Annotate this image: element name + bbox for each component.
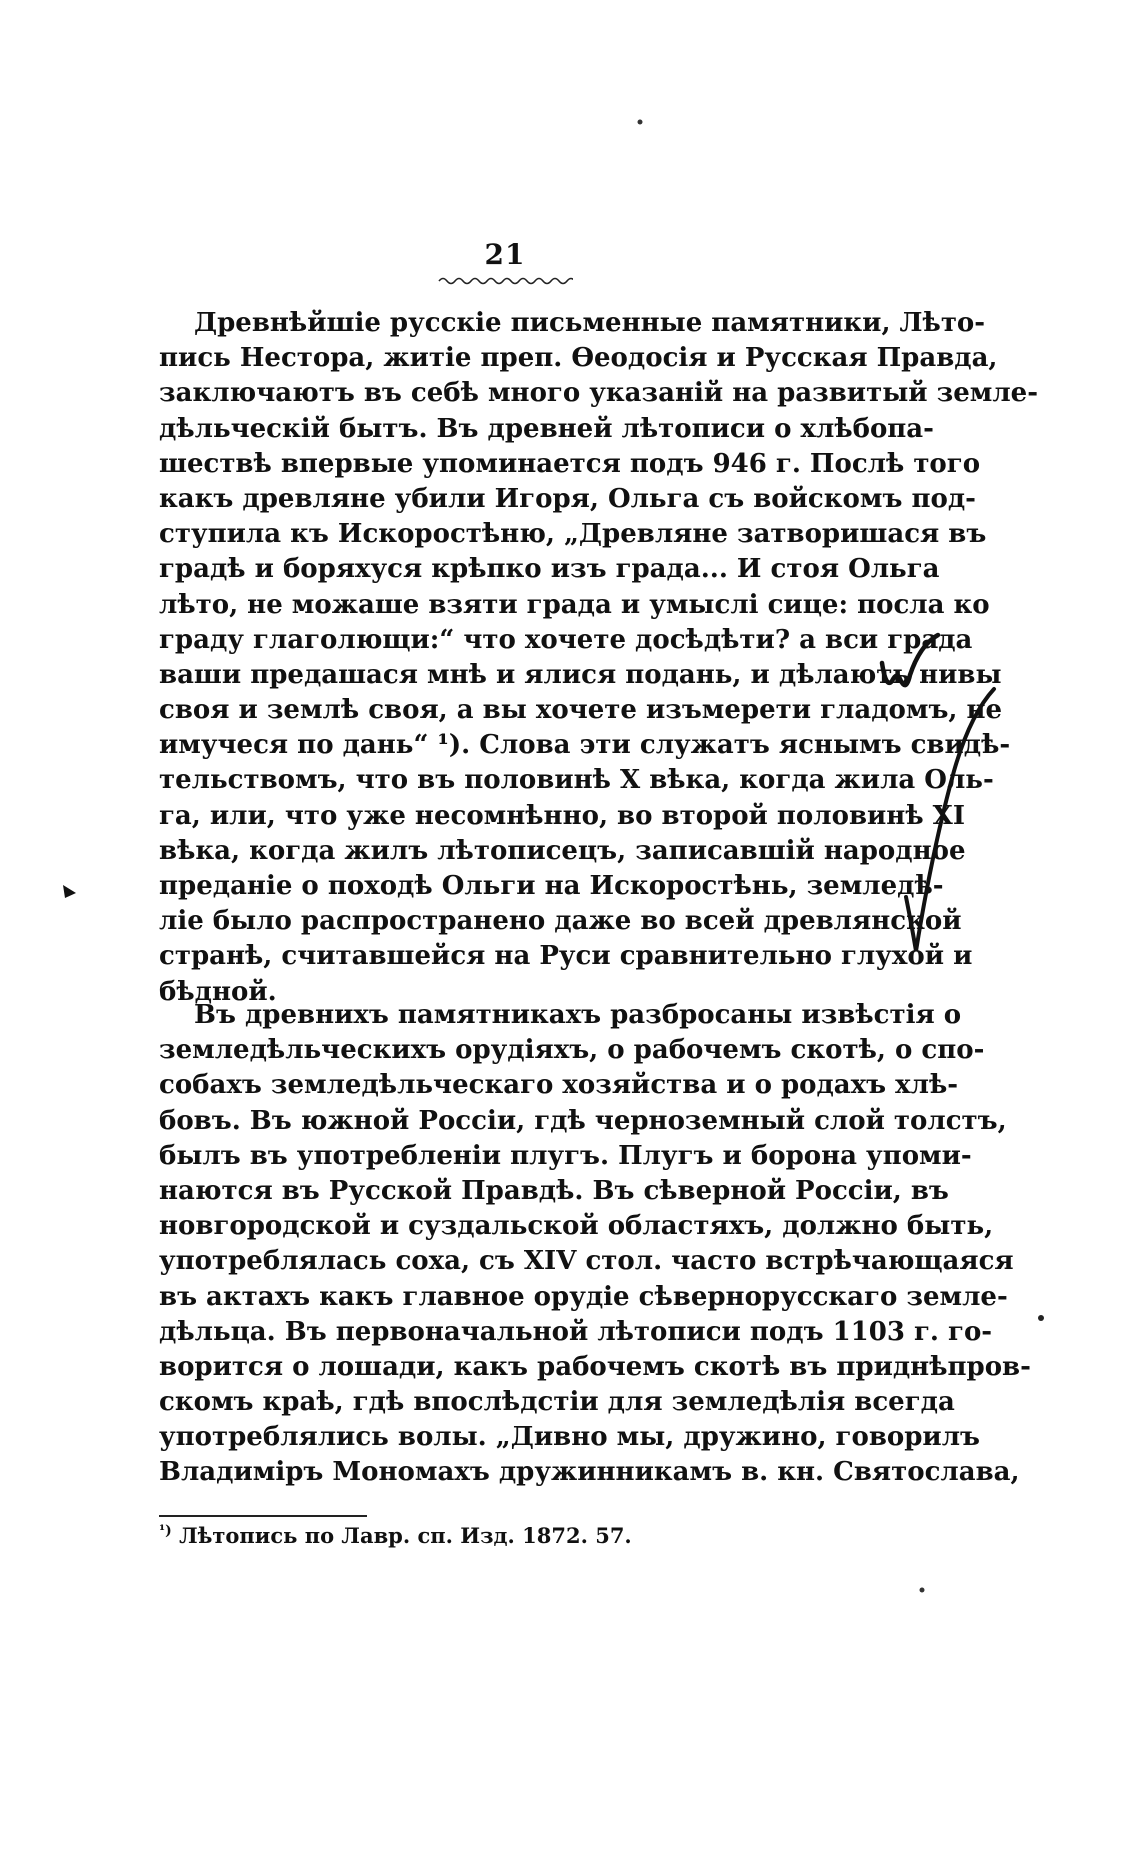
text-line: наются въ Русской Правдѣ. Въ сѣверной Россіи, въ	[159, 1175, 949, 1206]
text-line: ворится о лошади, какъ рабочемъ скотѣ въ приднѣпров-	[159, 1351, 1031, 1382]
page-number-ornament	[437, 274, 573, 288]
text-line: заключаютъ въ себѣ много указаній на развитый земле-	[159, 378, 1038, 409]
text-line: лѣто, не можаше взяти града и умыслі сице: посла ко	[159, 589, 990, 620]
text-line: га, или, что уже несомнѣнно, во второй половинѣ XI	[159, 800, 965, 831]
page-speck	[920, 1588, 925, 1593]
text-line: ліе было распространено даже во всей древлянской	[159, 906, 962, 937]
text-line: своя и землѣ своя, а вы хочете изъмерети гладомъ, не	[159, 695, 1003, 726]
text-line: тельствомъ, что въ половинѣ X вѣка, когда жила Оль-	[159, 765, 994, 796]
footnote-text: Лѣтопись по Лавр. сп. Изд. 1872. 57.	[179, 1523, 632, 1548]
text-line: бовъ. Въ южной Россіи, гдѣ черноземный слой толстъ,	[159, 1105, 1007, 1136]
page-number: 21	[484, 238, 526, 271]
margin-bullet-mark	[63, 885, 76, 898]
text-line: употреблялась соха, съ XIV стол. часто встрѣчающаяся	[159, 1246, 1014, 1277]
text-line: бѣдной.	[159, 976, 277, 1007]
text-line: дѣльца. Въ первоначальной лѣтописи подъ 1103 г. го-	[159, 1316, 993, 1347]
footnote-mark: ¹)	[159, 1523, 172, 1539]
text-line: Въ древнихъ памятникахъ разбросаны извѣстія о	[194, 1000, 962, 1030]
paragraph-1	[159, 306, 1038, 1010]
text-line: имучеся по дань“ ¹). Слова эти служатъ яснымъ свидѣ-	[159, 730, 1011, 761]
text-line: ваши предашася мнѣ и ялися подань, и дѣлають нивы	[159, 659, 1002, 690]
footnote	[159, 1523, 632, 1548]
paragraph-2	[159, 998, 1031, 1491]
text-line: новгородской и суздальской областяхъ, должно быть,	[159, 1211, 994, 1242]
text-line: въ актахъ какъ главное орудіе сѣвернорусскаго земле-	[159, 1281, 1008, 1312]
text-line: преданіе о походѣ Ольги на Искоростѣнь, земледѣ-	[159, 871, 944, 901]
text-line: граду глаголющи:“ что хочете досѣдѣти? а вси града	[159, 624, 973, 655]
text-line: земледѣльческихъ орудіяхъ, о рабочемъ скотѣ, о спо-	[159, 1035, 985, 1066]
text-line: шествѣ впервые упоминается подъ 946 г. Послѣ того	[159, 448, 981, 479]
text-line: какъ древляне убили Игоря, Ольга съ войскомъ под-	[159, 483, 976, 514]
text-line: былъ въ употребленіи плугъ. Плугъ и борона упоми-	[159, 1140, 972, 1171]
text-line: скомъ краѣ, гдѣ впослѣдстіи для земледѣлія всегда	[159, 1387, 955, 1418]
page-speck	[638, 120, 643, 125]
text-line: вѣка, когда жилъ лѣтописецъ, записавшій народное	[159, 835, 966, 866]
text-line: собахъ земледѣльческаго хозяйства и о родахъ хлѣ-	[159, 1070, 959, 1101]
text-line: употреблялись волы. „Дивно мы, дружино, говорилъ	[159, 1422, 980, 1453]
text-line: градѣ и боряхуся крѣпко изъ града... И стоя Ольга	[159, 554, 940, 585]
text-line: ступила къ Искоростѣню, „Древляне затворишася въ	[159, 519, 987, 550]
footnote-rule	[159, 1515, 367, 1517]
text-line: пись Нестора, житіе преп. Ѳеодосія и Русская Правда,	[159, 343, 998, 374]
text-line: Владиміръ Мономахъ дружинникамъ в. кн. Святослава,	[159, 1457, 1020, 1488]
text-line: Древнѣйшіе русскіе письменные памятники, Лѣто-	[194, 308, 986, 338]
text-line: странѣ, считавшейся на Руси сравнительно глухой и	[159, 941, 973, 972]
text-line: дѣльческій бытъ. Въ древней лѣтописи о хлѣбопа-	[159, 413, 934, 444]
page-speck	[1038, 1315, 1044, 1321]
